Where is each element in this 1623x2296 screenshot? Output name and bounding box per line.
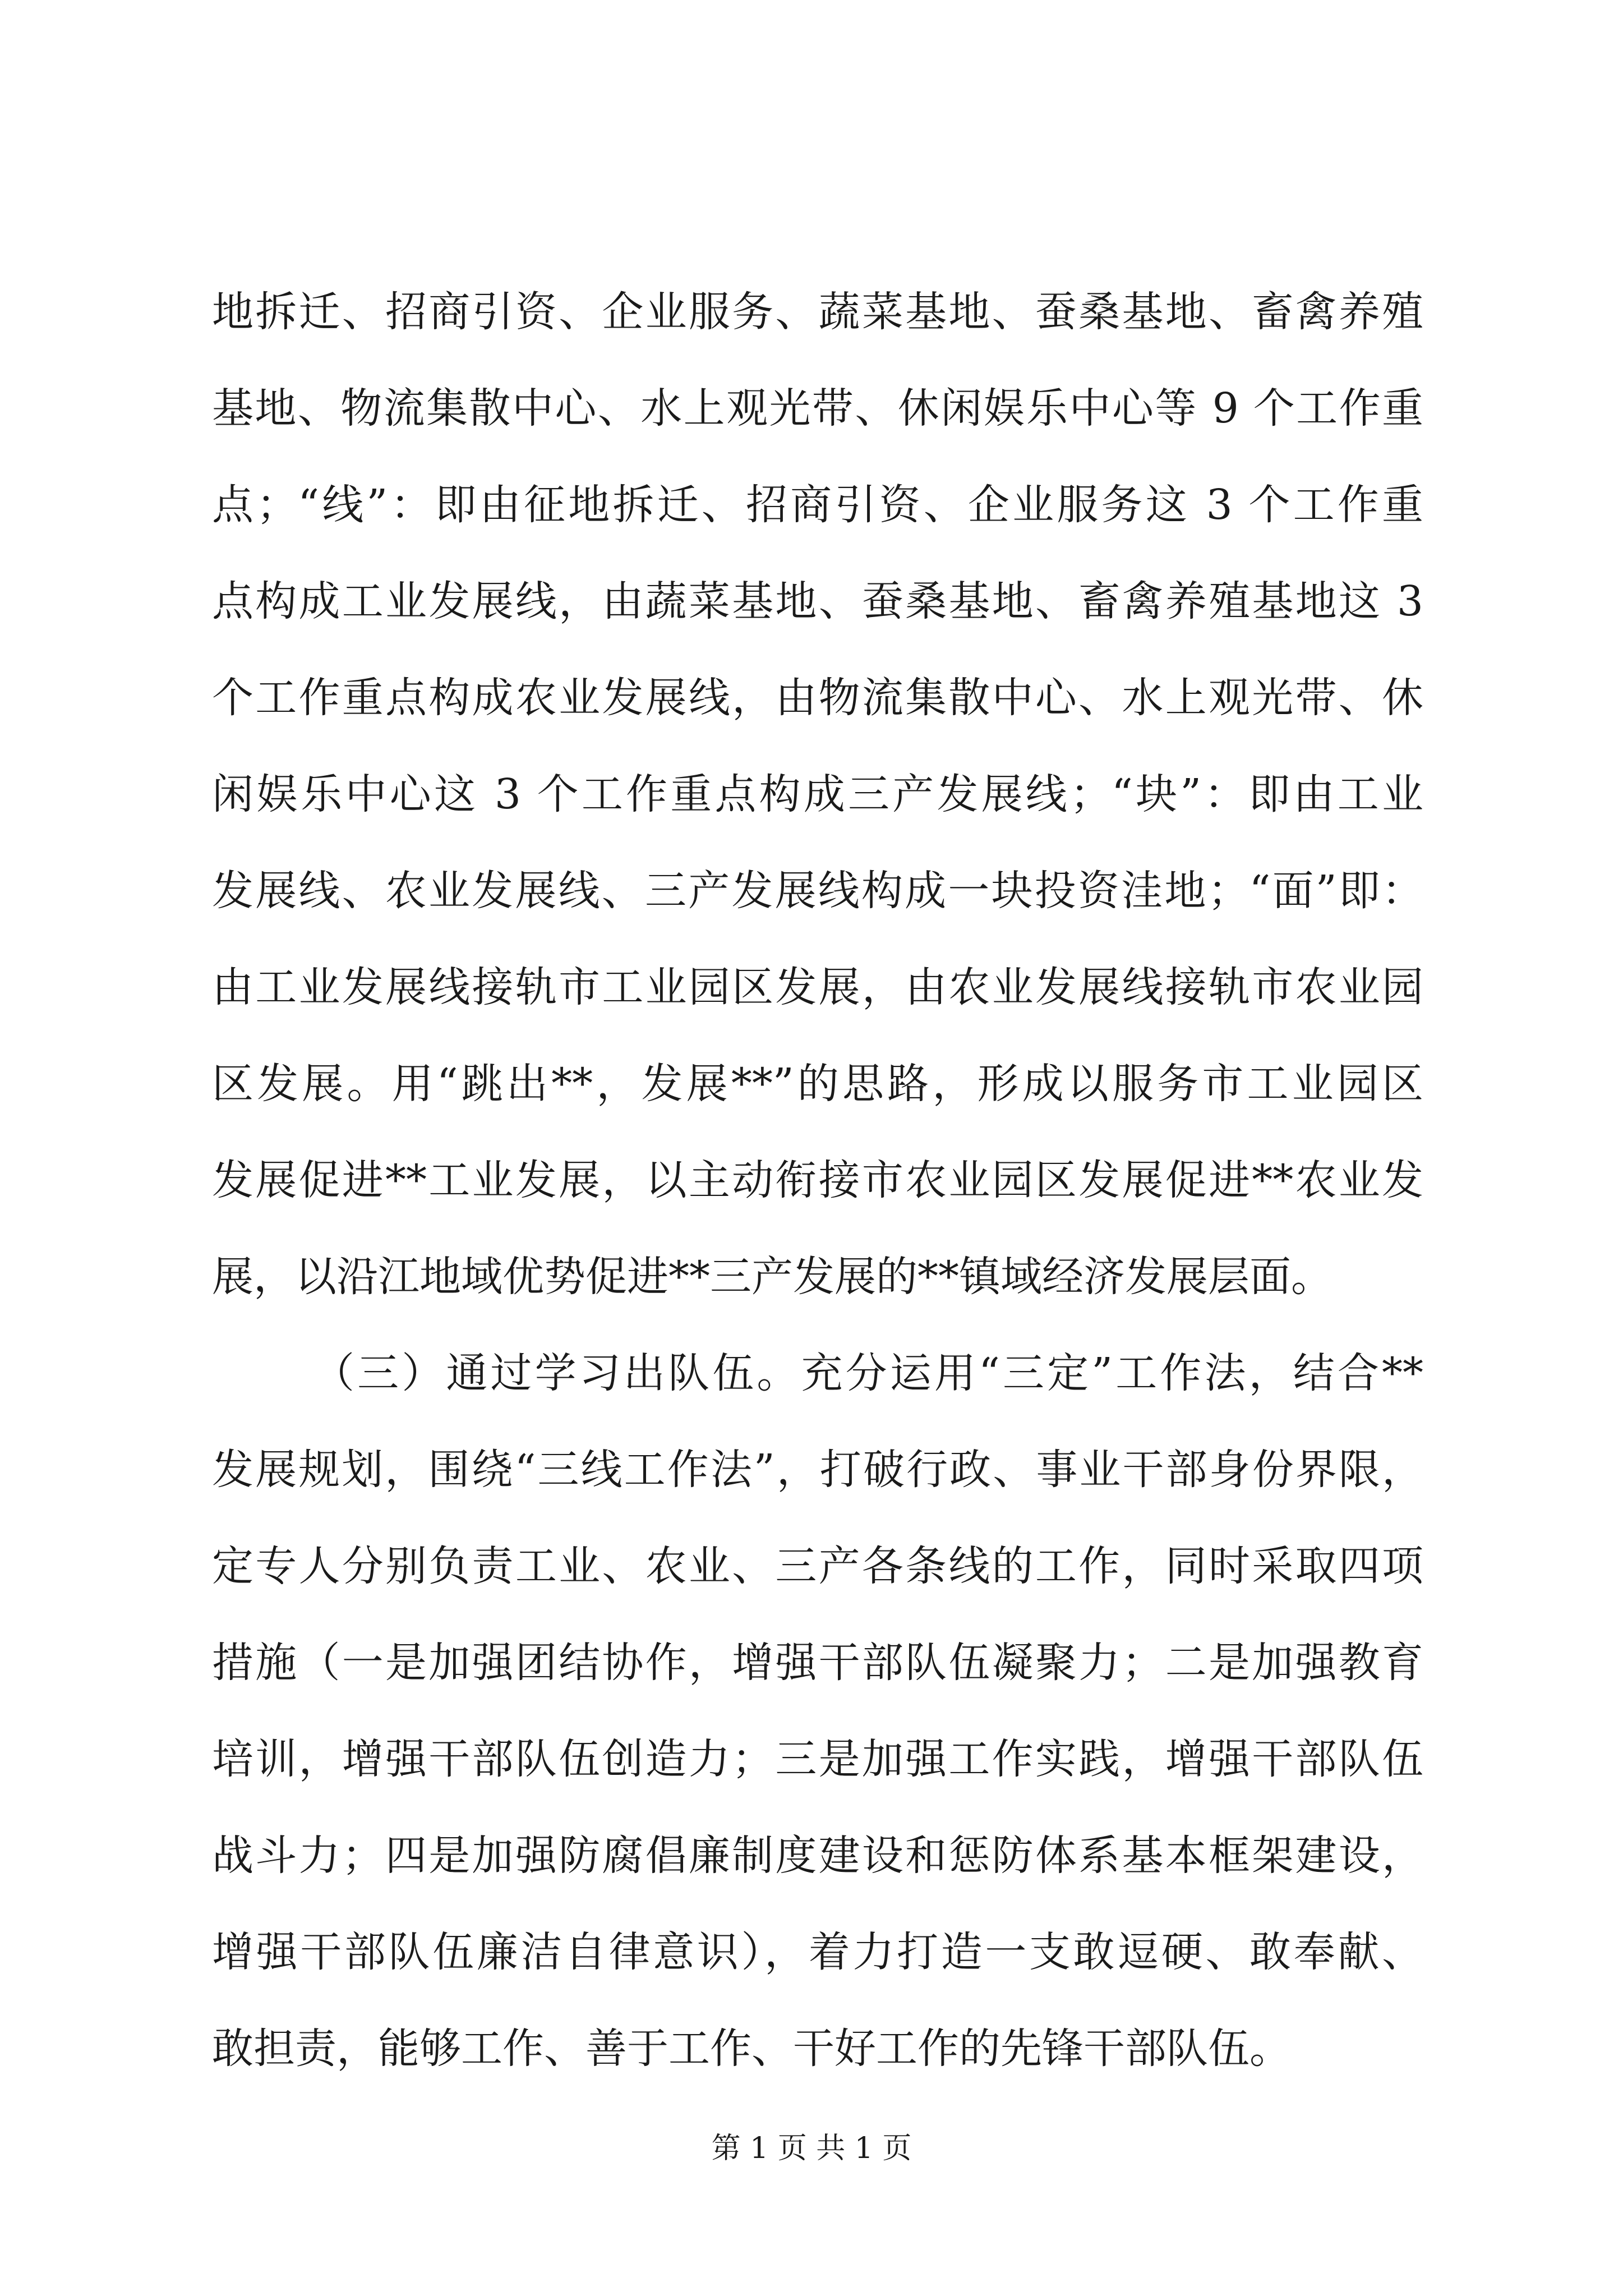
paragraph-line: 增强干部队伍廉洁自律意识），着力打造一支敢逗硬、敢奉献、 [212,1928,1423,1976]
paragraph-line: 发展促进**工业发展，以主动衔接市农业园区发展促进**农业发 [212,1156,1423,1204]
paragraph-line: 点构成工业发展线，由蔬菜基地、蚕桑基地、畜禽养殖基地这 3 [212,577,1423,625]
paragraph-line: 基地、物流集散中心、水上观光带、休闲娱乐中心等 9 个工作重 [212,384,1423,432]
paragraph-line: 战斗力；四是加强防腐倡廉制度建设和惩防体系基本框架建设， [212,1832,1423,1880]
paragraph-line: 由工业发展线接轨市工业园区发展，由农业发展线接轨市农业园 [212,963,1423,1011]
paragraph-line: 培训，增强干部队伍创造力；三是加强工作实践，增强干部队伍 [212,1735,1423,1783]
paragraph-line: 定专人分别负责工业、农业、三产各条线的工作，同时采取四项 [212,1542,1423,1590]
paragraph-line: 闲娱乐中心这 3 个工作重点构成三产发展线；“块”：即由工业 [212,770,1423,818]
paragraph-line: 发展线、农业发展线、三产发展线构成一块投资洼地；“面”即： [212,867,1423,915]
paragraph-line: 措施（一是加强团结协作，增强干部队伍凝聚力；二是加强教育 [212,1639,1423,1687]
paragraph-line: 个工作重点构成农业发展线，由物流集散中心、水上观光带、休 [212,674,1423,722]
paragraph-line: （三）通过学习出队伍。充分运用“三定”工作法，结合** [313,1349,1423,1397]
paragraph-line: 展，以沿江地域优势促进**三产发展的**镇域经济发展层面。 [212,1253,1332,1301]
paragraph-line: 区发展。用“跳出**，发展**”的思路，形成以服务市工业园区 [212,1060,1423,1108]
page-footer: 第 1 页 共 1 页 [711,2132,912,2165]
paragraph-line: 点；“线”：即由征地拆迁、招商引资、企业服务这 3 个工作重 [212,481,1423,529]
document-body [212,264,1423,2097]
paragraph-1 [212,264,1423,1325]
paragraph-line: 地拆迁、招商引资、企业服务、蔬菜基地、蚕桑基地、畜禽养殖 [212,288,1423,336]
paragraph-2 [212,1325,1423,2097]
paragraph-line: 敢担责，能够工作、善于工作、干好工作的先锋干部队伍。 [212,2024,1291,2073]
paragraph-line: 发展规划，围绕“三线工作法”，打破行政、事业干部身份界限， [212,1446,1423,1494]
